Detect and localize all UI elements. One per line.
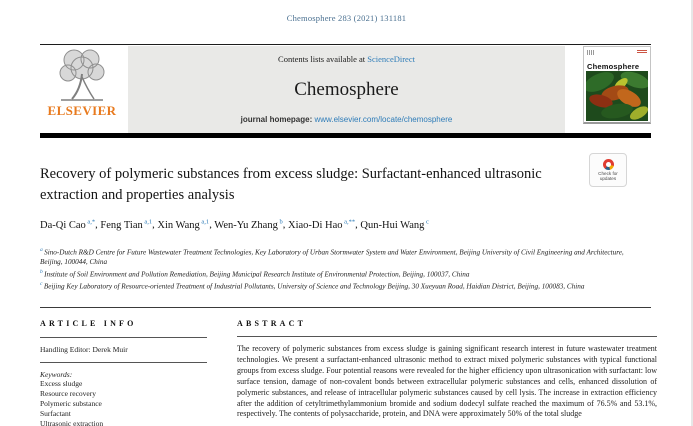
handling-editor: Handling Editor: Derek Muir: [40, 345, 128, 354]
crossmark-icon: [603, 159, 614, 170]
cover-title: Chemosphere: [587, 62, 640, 71]
article-info-heading: ARTICLE INFO: [40, 319, 137, 328]
affiliation: $^b$ Institute of Soil Environment and Pollution Remediation, Beijing Municipal Research Institute of Environmental Protection, Beijing, 100037, China: [40, 268, 470, 279]
homepage-line: [128, 115, 565, 124]
author-list: Da-Qi Cao $^{a,*}$, Feng Tian $^{a,1}$, Xin Wang $^{a,1}$, Wen-Yu Zhang $^b$, Xiao-Di Hao $^{a,**}$, Qun-Hui Wang $^c$: [40, 218, 429, 231]
page-citation-link[interactable]: Chemosphere 283 (2021) 131181: [286, 13, 407, 23]
journal-name: Chemosphere: [294, 78, 399, 100]
keyword-item: Excess sludge: [40, 379, 83, 388]
author-affiliation-sup: a,1: [142, 218, 153, 225]
abstract-rule: [237, 336, 657, 337]
abstract-text: The recovery of polymeric substances from excess sludge is gaining significant research interest in future wastewater treatment technologies. We present a surfactant-enhanced ultrasonic method to extract mixed polymeric substances with typical functional groups from excess sludge. Four potential reasons were revealed for the higher efficiency upon ultrasonication with surfactant: low surface tension, damage of non-covalent bonds between extracellular polymeric substances and cells, enhanced dissolution of polymeric substances, and release of intracellular polymeric substances caused by cell lysis. The increase in extraction efficiency after the addition of cetyltrimethylammonium bromide and sodium dodecyl sulfate reached the maximum of 76.5% and 53.1%, respectively. The contents of polysaccharide, protein, and DNA were approximately 50% of the total sludge: [237, 344, 657, 419]
elsevier-logo: [40, 46, 124, 133]
homepage-prefix: journal homepage:: [240, 115, 315, 124]
elsevier-wordmark: ELSEVIER: [47, 103, 117, 118]
contents-line: [128, 54, 565, 64]
affiliation-sup: c: [40, 281, 44, 288]
author: Da-Qi Cao $^{a,*}$: [40, 218, 96, 231]
author-affiliation-sup: c: [424, 218, 429, 225]
keywords-label: Keywords:: [40, 370, 73, 379]
author: Wen-Yu Zhang $^b$: [214, 218, 283, 231]
journal-banner: [128, 46, 565, 133]
keyword-item: Resource recovery: [40, 389, 97, 398]
keyword-list: [40, 379, 207, 426]
article-info-rule-2: [40, 362, 207, 363]
affiliation-sup: a: [40, 247, 45, 253]
homepage-link[interactable]: www.elsevier.com/locate/chemosphere: [314, 115, 453, 124]
keyword-item: Surfactant: [40, 409, 71, 418]
contents-prefix: Contents lists available at: [278, 54, 368, 64]
cover-leaf-art: [586, 71, 648, 121]
abstract-heading: ABSTRACT: [237, 319, 307, 328]
check-for-updates-label: Check for updates: [598, 170, 618, 181]
elsevier-tree-icon: [56, 46, 108, 102]
author-affiliation-sup: a,1: [199, 218, 210, 225]
journal-header: [40, 46, 651, 133]
author: Feng Tian $^{a,1}$: [100, 218, 153, 231]
cover-issn-marks: [637, 50, 647, 54]
header-divider-bar: [40, 133, 651, 138]
article-info-section: [40, 319, 207, 426]
keyword-item: Polymeric substance: [40, 399, 102, 408]
article-title: Recovery of polymeric substances from excess sludge: Surfactant-enhanced ultrasonic extraction and properties analysis: [40, 166, 542, 203]
author: Xin Wang $^{a,1}$: [157, 218, 210, 231]
affiliation-sup: b: [40, 268, 45, 275]
keyword-item: Ultrasonic extraction: [40, 419, 104, 426]
abstract-section: [237, 319, 657, 420]
section-divider-rule: [40, 307, 651, 308]
author-affiliation-sup: a,**: [342, 218, 356, 225]
article-info-rule: [40, 337, 207, 338]
affiliation-list: [40, 246, 640, 292]
journal-cover-thumbnail: [583, 46, 651, 124]
affiliation: $^a$ Sino-Dutch R&D Centre for Future Wastewater Treatment Technologies, Key Laboratory of Urban Stormwater System and Water Environment, Beijing University of Civil Engineering and Architecture, Beijing, 100044, China: [40, 247, 624, 267]
cover-barcode-icon: [587, 50, 594, 55]
author: Qun-Hui Wang $^c$: [360, 218, 429, 231]
affiliation: $^c$ Beijing Key Laboratory of Resource-oriented Treatment of Industrial Pollutants, University of Science and Technology Beijing, 30 Xueyuan Road, Haidian District, Beijing, 100083, China: [40, 281, 585, 291]
author-affiliation-sup: a,*: [85, 218, 96, 225]
header-top-rule: [40, 44, 651, 45]
author: Xiao-Di Hao $^{a,**}$: [287, 218, 356, 231]
sciencedirect-link[interactable]: ScienceDirect: [367, 54, 415, 64]
author-affiliation-sup: b: [277, 218, 283, 225]
check-for-updates-badge[interactable]: [589, 153, 627, 187]
